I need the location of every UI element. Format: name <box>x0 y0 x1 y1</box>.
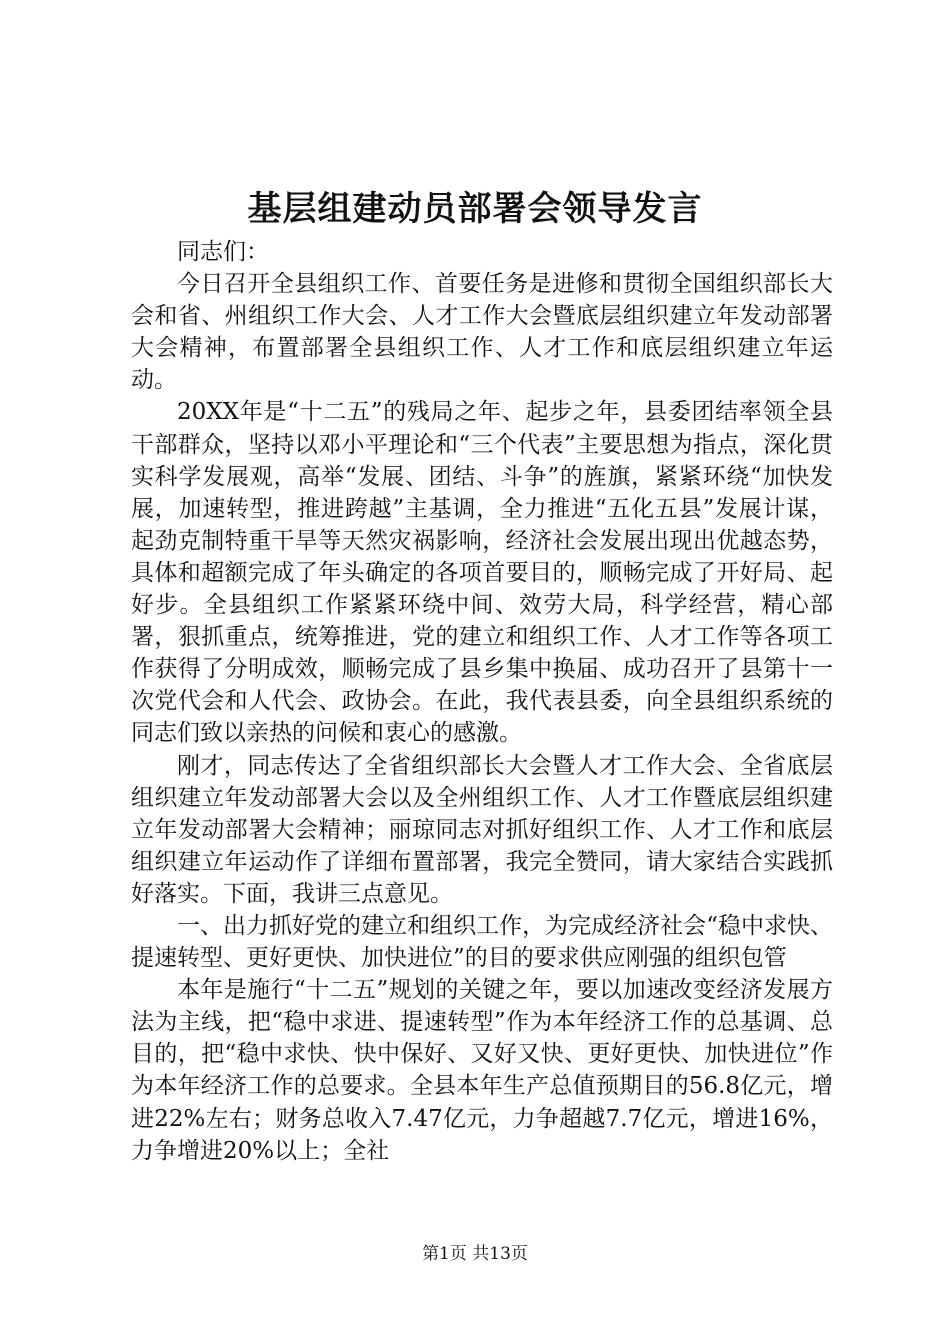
page-number-footer: 第1页 共13页 <box>422 1244 528 1264</box>
document-title: 基层组建动员部署会领导发言 <box>247 189 703 229</box>
paragraph-intro: 今日召开全县组织工作、首要任务是进修和贯彻全国组织部长大会和省、州组织工作大会、人才工作大会暨底层组织建立年发动部署大会精神，布置部署全县组织工作、人才工作和底层组织建立年运动。 <box>131 271 833 394</box>
document-body <box>131 236 833 1167</box>
paragraph-review: 20XX年是“十二五”的残局之年、起步之年，县委团结率领全县干部群众，坚持以邓小平理论和“三个代表”主要思想为指点，深化贯实科学发展观，高举“发展、团结、斗争”的旌旗，紧紧环绕“加快发展，加速转型，推进跨越”主基调，全力推进“五化五县”发展计谋，起劲克制特重干旱等天然灾祸影响，经济社会发展出现出优越态势，具体和超额完成了年头确定的各项首要目的，顺畅完成了开好局、起好步。全县组织工作紧紧环绕中间、效劳大局，科学经营，精心部署，狠抓重点，统筹推进，党的建立和组织工作、人才工作等各项工作获得了分明成效，顺畅完成了县乡集中换届、成功召开了县第十一次党代会和人代会、政协会。在此，我代表县委，向全县组织系统的同志们致以亲热的问候和衷心的感激。 <box>131 399 833 747</box>
paragraph-targets: 本年是施行“十二五”规划的关键之年，要以加速改变经济发展方法为主线，把“稳中求进、提速转型”作为本年经济工作的总基调、总目的，把“稳中求快、快中保好、又好又快、更好更快、加快进位”作为本年经济工作的总要求。全县本年生产总值预期目的56.8亿元，增进22%左右；财务总收入7.47亿元，力争超越7.7亿元，增进16%，力争增进20%以上；全社 <box>131 977 833 1164</box>
section-heading-one: 一、出力抓好党的建立和组织工作，为完成经济社会“稳中求快、提速转型、更好更快、加快进位”的目的要求供应刚强的组织包管 <box>131 912 833 972</box>
salutation: 同志们： <box>177 239 269 265</box>
paragraph-remarks: 刚才，同志传达了全省组织部长大会暨人才工作大会、全省底层组织建立年发动部署大会以及全州组织工作、人才工作暨底层组织建立年发动部署大会精神；丽琼同志对抓好组织工作、人才工作和底层组织建立年运动作了详细布置部署，我完全赞同，请大家结合实践抓好落实。下面，我讲三点意见。 <box>131 752 833 907</box>
